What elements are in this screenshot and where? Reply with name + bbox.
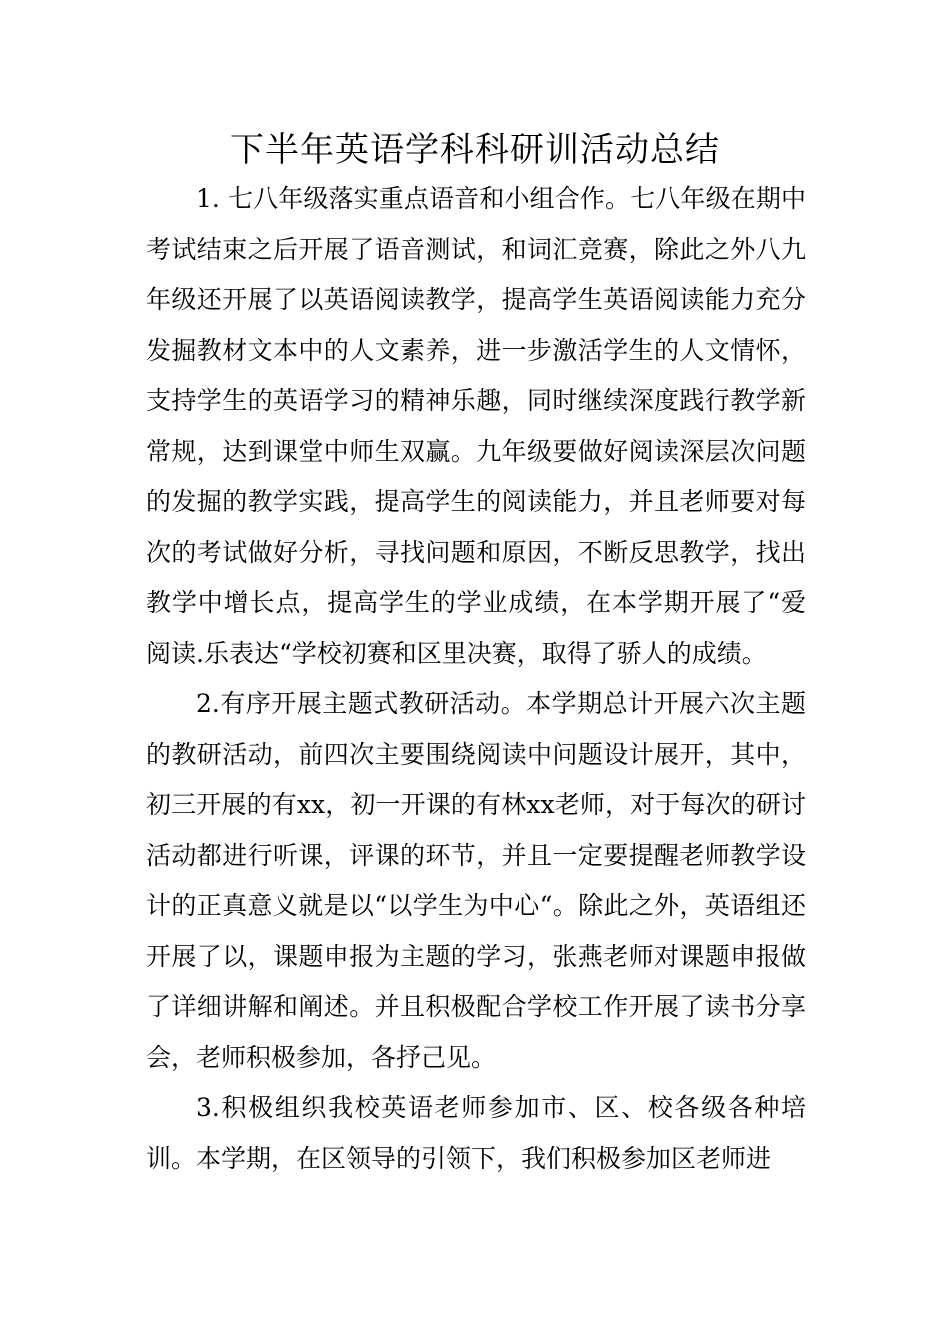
document-body bbox=[146, 174, 806, 1184]
paragraph-2: 2.有序开展主题式教研活动。本学期总计开展六次主题的教研活动，前四次主要围绕阅读中问题设计展开，其中，初三开展的有xx，初一开课的有林xx老师，对于每次的研讨活动都进行听课，评课的环节，并且一定要提醒老师教学设计的正真意义就是以“以学生为中心“。除此之外，英语组还开展了以，课题申报为主题的学习，张燕老师对课题申报做了详细讲解和阐述。并且积极配合学校工作开展了读书分享会，老师积极参加，各抒己见。 bbox=[146, 689, 806, 1072]
paragraph-1: 1. 七八年级落实重点语音和小组合作。七八年级在期中考试结束之后开展了语音测试，和词汇竞赛，除此之外八九年级还开展了以英语阅读教学，提高学生英语阅读能力充分发掘教材文本中的人文素养，进一步激活学生的人文情怀，支持学生的英语学习的精神乐趣，同时继续深度践行教学新常规，达到课堂中师生双赢。九年级要做好阅读深层次问题的发掘的教学实践，提高学生的阅读能力，并且老师要对每次的考试做好分析，寻找问题和原因，不断反思教学，找出教学中增长点，提高学生的学业成绩，在本学期开展了“爱阅读.乐表达“学校初赛和区里决赛，取得了骄人的成绩。 bbox=[146, 184, 806, 668]
paragraph-3: 3.积极组织我校英语老师参加市、区、校各级各种培训。本学期，在区领导的引领下，我们积极参加区老师进 bbox=[146, 1093, 806, 1173]
document-title: 下半年英语学科科研训活动总结 bbox=[230, 130, 720, 170]
